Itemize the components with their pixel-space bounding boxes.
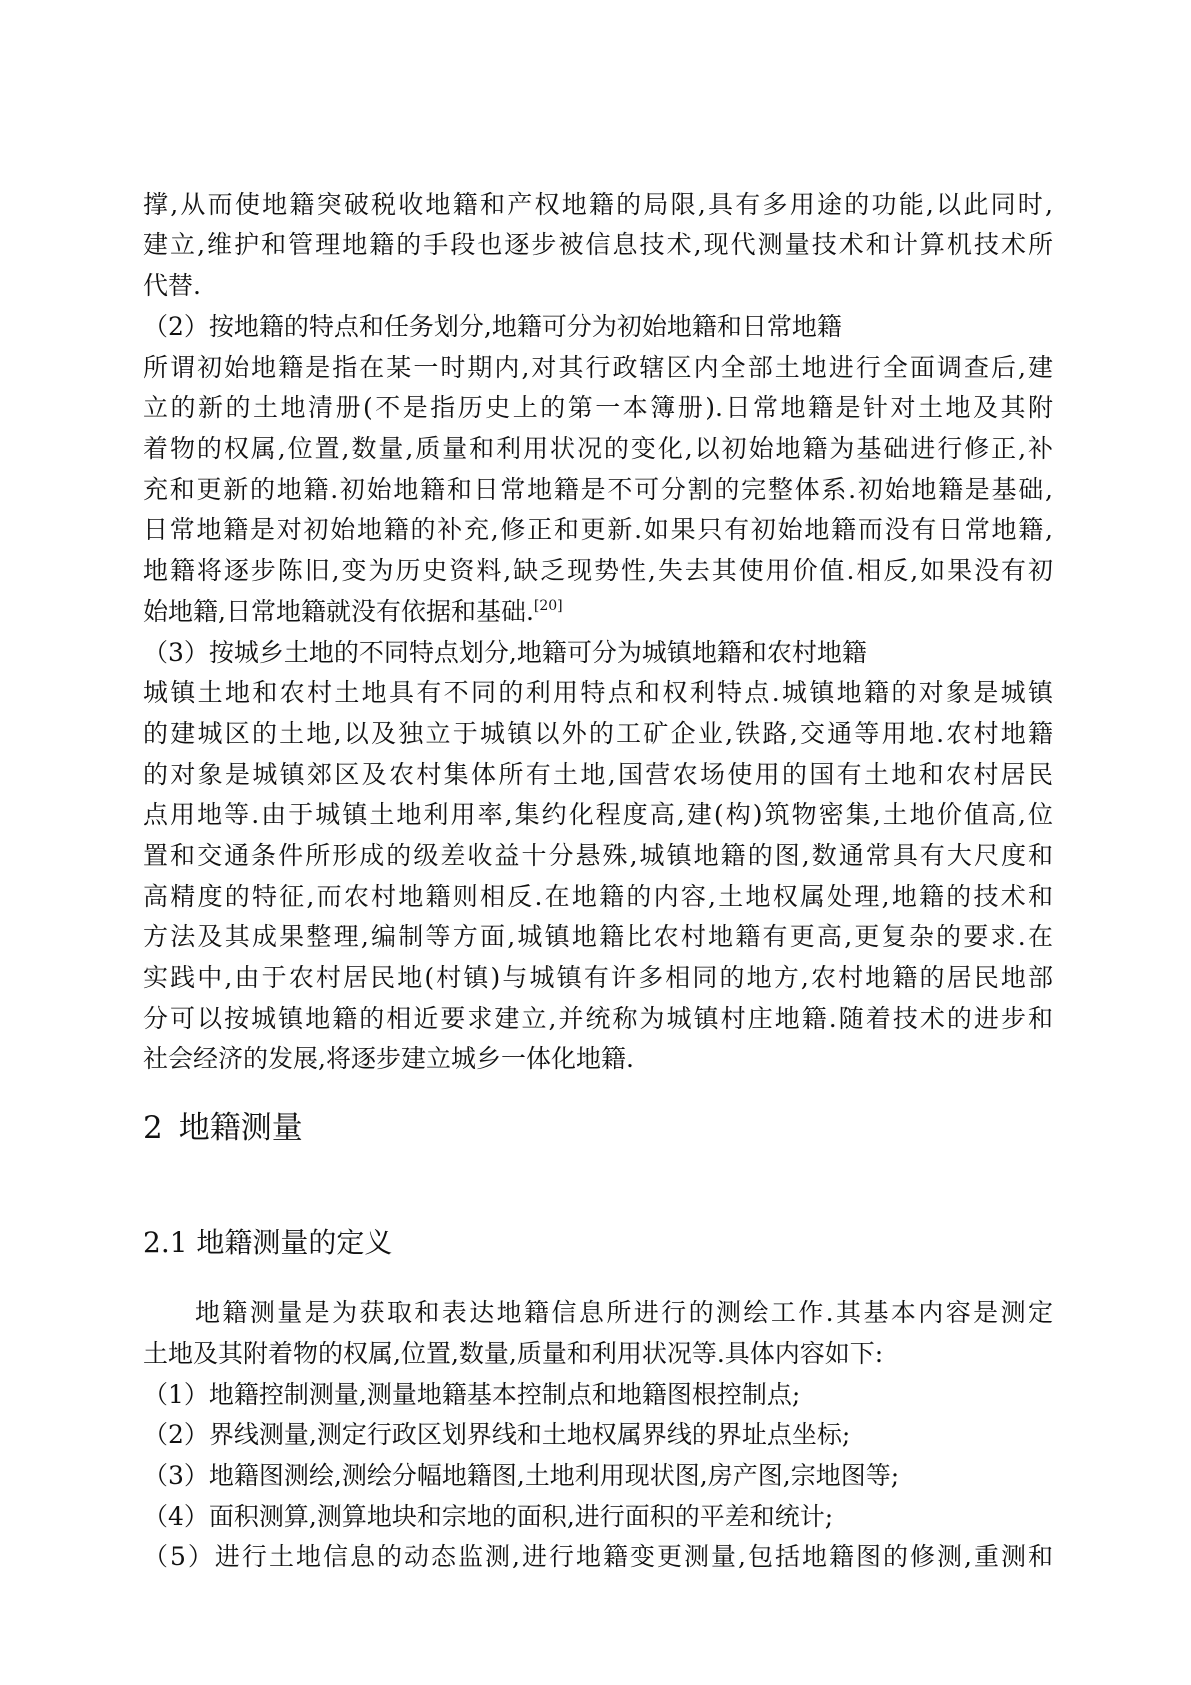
- chapter-heading: [143, 1110, 303, 1146]
- citation-ref: [20]: [533, 598, 563, 614]
- paragraph-line: 社会经济的发展,将逐步建立城乡一体化地籍.: [143, 1044, 634, 1073]
- paragraph-line: 地籍将逐步陈旧,变为历史资料,缺乏现势性,失去其使用价值.相反,如果没有初: [143, 556, 1053, 585]
- list-item: （2）界线测量,测定行政区划界线和土地权属界线的界址点坐标;: [143, 1420, 851, 1449]
- paragraph-line: 实践中,由于农村居民地(村镇)与城镇有许多相同的地方,农村地籍的居民地部: [143, 963, 1053, 992]
- paragraph-line: 方法及其成果整理,编制等方面,城镇地籍比农村地籍有更高,更复杂的要求.在: [143, 922, 1053, 951]
- paragraph-line: 置和交通条件所形成的级差收益十分悬殊,城镇地籍的图,数通常具有大尺度和: [143, 841, 1053, 870]
- paragraph-line: 充和更新的地籍.初始地籍和日常地籍是不可分割的完整体系.初始地籍是基础,: [143, 475, 1053, 504]
- list-item: （5）进行土地信息的动态监测,进行地籍变更测量,包括地籍图的修测,重测和: [143, 1542, 1053, 1571]
- paragraph-line-with-citation: [143, 599, 1053, 624]
- paragraph-line: 高精度的特征,而农村地籍则相反.在地籍的内容,土地权属处理,地籍的技术和: [143, 882, 1053, 911]
- paragraph-line: 日常地籍是对初始地籍的补充,修正和更新.如果只有初始地籍而没有日常地籍,: [143, 515, 1053, 544]
- paragraph-line: 的对象是城镇郊区及农村集体所有土地,国营农场使用的国有土地和农村居民: [143, 760, 1053, 789]
- subsection-heading: （2）按地籍的特点和任务划分,地籍可分为初始地籍和日常地籍: [143, 312, 842, 341]
- paragraph-line: 所谓初始地籍是指在某一时期内,对其行政辖区内全部土地进行全面调查后,建: [143, 353, 1053, 382]
- paragraph-line: 代替.: [143, 271, 201, 300]
- chapter-number: 2: [143, 1110, 163, 1146]
- list-item: （3）地籍图测绘,测绘分幅地籍图,土地利用现状图,房产图,宗地图等;: [143, 1461, 900, 1490]
- list-item: （4）面积测算,测算地块和宗地的面积,进行面积的平差和统计;: [143, 1502, 834, 1531]
- paragraph-line: 着物的权属,位置,数量,质量和利用状况的变化,以初始地籍为基础进行修正,补: [143, 434, 1053, 463]
- paragraph-line: 地籍测量是为获取和表达地籍信息所进行的测绘工作.其基本内容是测定: [195, 1298, 1053, 1327]
- section-heading: 2.1 地籍测量的定义: [143, 1226, 393, 1259]
- paragraph-line: 立的新的土地清册(不是指历史上的第一本簿册).日常地籍是针对土地及其附: [143, 393, 1053, 422]
- subsection-heading: （3）按城乡土地的不同特点划分,地籍可分为城镇地籍和农村地籍: [143, 638, 867, 667]
- list-item: （1）地籍控制测量,测量地籍基本控制点和地籍图根控制点;: [143, 1380, 801, 1409]
- paragraph-line: 分可以按城镇地籍的相近要求建立,并统称为城镇村庄地籍.随着技术的进步和: [143, 1004, 1053, 1033]
- paragraph-line: 的建城区的土地,以及独立于城镇以外的工矿企业,铁路,交通等用地.农村地籍: [143, 719, 1053, 748]
- paragraph-line: 土地及其附着物的权属,位置,数量,质量和利用状况等.具体内容如下:: [143, 1339, 884, 1368]
- paragraph-line: 点用地等.由于城镇土地利用率,集约化程度高,建(构)筑物密集,土地价值高,位: [143, 800, 1053, 829]
- paragraph-line: 撑,从而使地籍突破税收地籍和产权地籍的局限,具有多用途的功能,以此同时,: [143, 190, 1053, 219]
- paragraph-line: 建立,维护和管理地籍的手段也逐步被信息技术,现代测量技术和计算机技术所: [143, 230, 1053, 259]
- paragraph-text: 始地籍,日常地籍就没有依据和基础.: [143, 597, 534, 626]
- paragraph-line: 城镇土地和农村土地具有不同的利用特点和权利特点.城镇地籍的对象是城镇: [143, 678, 1053, 707]
- chapter-title: 地籍测量: [178, 1110, 303, 1146]
